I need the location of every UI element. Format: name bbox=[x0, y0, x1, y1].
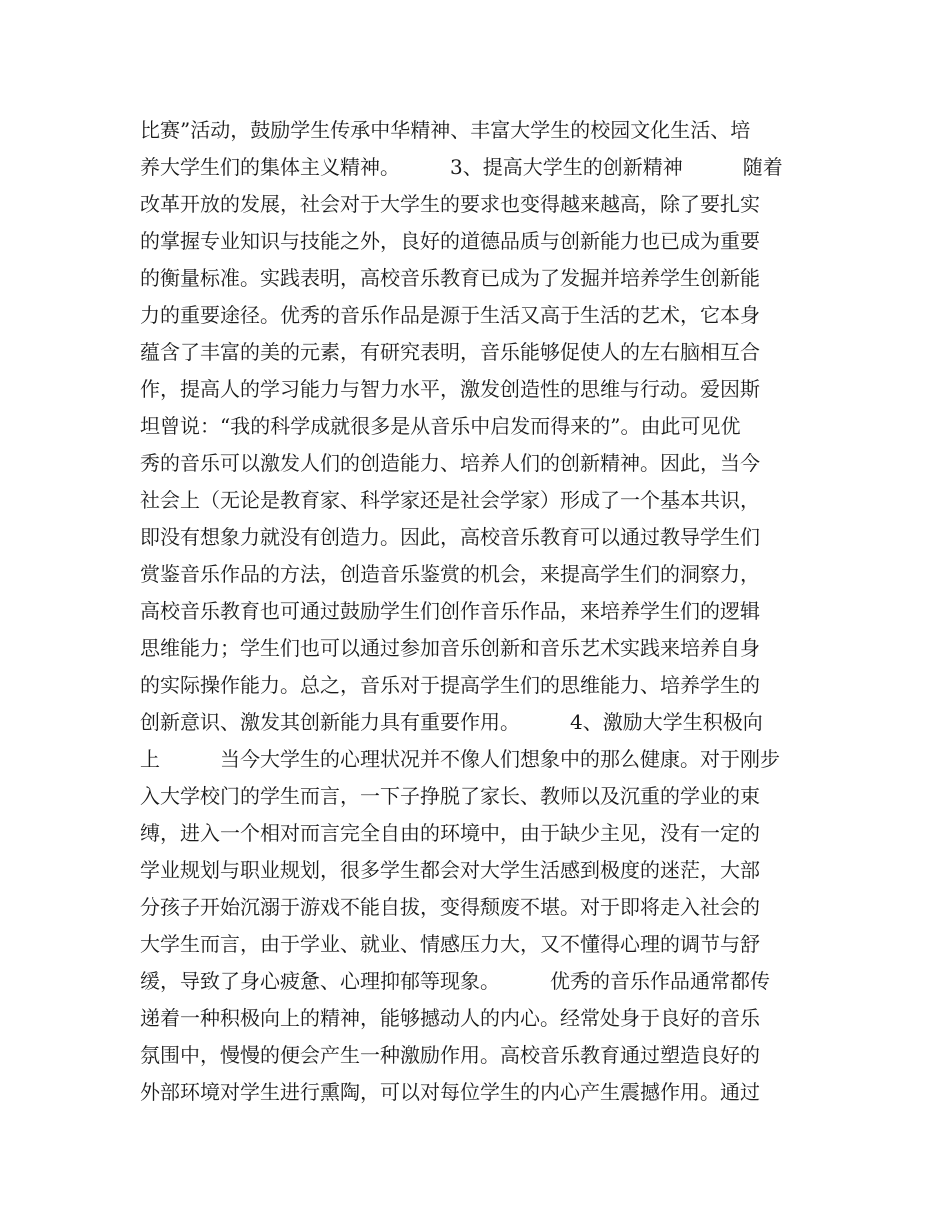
text-line: 学业规划与职业规划，很多学生都会对大学生活感到极度的迷茫，大部 bbox=[140, 858, 760, 882]
text-line: 高校音乐教育也可通过鼓励学生们创作音乐作品，来培养学生们的逻辑 bbox=[140, 599, 760, 623]
text-line: 入大学校门的学生而言，一下子挣脱了家长、教师以及沉重的学业的束 bbox=[140, 784, 760, 808]
text-line: 力的重要途径。优秀的音乐作品是源于生活又高于生活的艺术，它本身 bbox=[140, 303, 760, 327]
text-line: 缚，进入一个相对而言完全自由的环境中，由于缺少主见，没有一定的 bbox=[140, 821, 760, 845]
text-line: 即没有想象力就没有创造力。因此，高校音乐教育可以通过教导学生们 bbox=[140, 525, 760, 549]
text-line: 外部环境对学生进行熏陶，可以对每位学生的内心产生震撼作用。通过 bbox=[140, 1080, 760, 1104]
text-line: 创新意识、激发其创新能力具有重要作用。 4、激励大学生积极向 bbox=[140, 710, 763, 734]
text-line: 分孩子开始沉溺于游戏不能自拔，变得颓废不堪。对于即将走入社会的 bbox=[140, 895, 760, 919]
text-line: 大学生而言，由于学业、就业、情感压力大，又不懂得心理的调节与舒 bbox=[140, 932, 760, 956]
text-line: 的实际操作能力。总之，音乐对于提高学生们的思维能力、培养学生的 bbox=[140, 673, 760, 697]
text-line: 作，提高人的学习能力与智力水平，激发创造性的思维与行动。爱因斯 bbox=[140, 377, 760, 401]
text-line: 的掌握专业知识与技能之外，良好的道德品质与创新能力也已成为重要 bbox=[140, 229, 760, 253]
text-line: 比赛”活动，鼓励学生传承中华精神、丰富大学生的校园文化生活、培 bbox=[140, 118, 751, 142]
text-line: 赏鉴音乐作品的方法，创造音乐鉴赏的机会，来提高学生们的洞察力， bbox=[140, 562, 760, 586]
text-line: 坦曾说：“我的科学成就很多是从音乐中启发而得来的”。由此可见优 bbox=[140, 414, 741, 438]
text-line: 上 当今大学生的心理状况并不像人们想象中的那么健康。对于刚步 bbox=[140, 747, 780, 771]
text-line: 改革开放的发展，社会对于大学生的要求也变得越来越高，除了要扎实 bbox=[140, 192, 760, 216]
text-line: 社会上（无论是教育家、科学家还是社会学家）形成了一个基本共识， bbox=[140, 488, 760, 512]
text-line: 递着一种积极向上的精神，能够撼动人的内心。经常处身于良好的音乐 bbox=[140, 1006, 760, 1030]
text-line: 缓，导致了身心疲惫、心理抑郁等现象。 优秀的音乐作品通常都传 bbox=[140, 969, 770, 993]
text-line: 氛围中，慢慢的便会产生一种激励作用。高校音乐教育通过塑造良好的 bbox=[140, 1043, 760, 1067]
body-text bbox=[140, 112, 820, 1111]
text-line: 蕴含了丰富的美的元素，有研究表明，音乐能够促使人的左右脑相互合 bbox=[140, 340, 760, 364]
text-line: 的衡量标准。实践表明，高校音乐教育已成为了发掘并培养学生创新能 bbox=[140, 266, 760, 290]
text-line: 思维能力；学生们也可以通过参加音乐创新和音乐艺术实践来培养自身 bbox=[140, 636, 760, 660]
text-line: 养大学生们的集体主义精神。 3、提高大学生的创新精神 随着 bbox=[140, 155, 783, 179]
text-line: 秀的音乐可以激发人们的创造能力、培养人们的创新精神。因此，当今 bbox=[140, 451, 760, 475]
